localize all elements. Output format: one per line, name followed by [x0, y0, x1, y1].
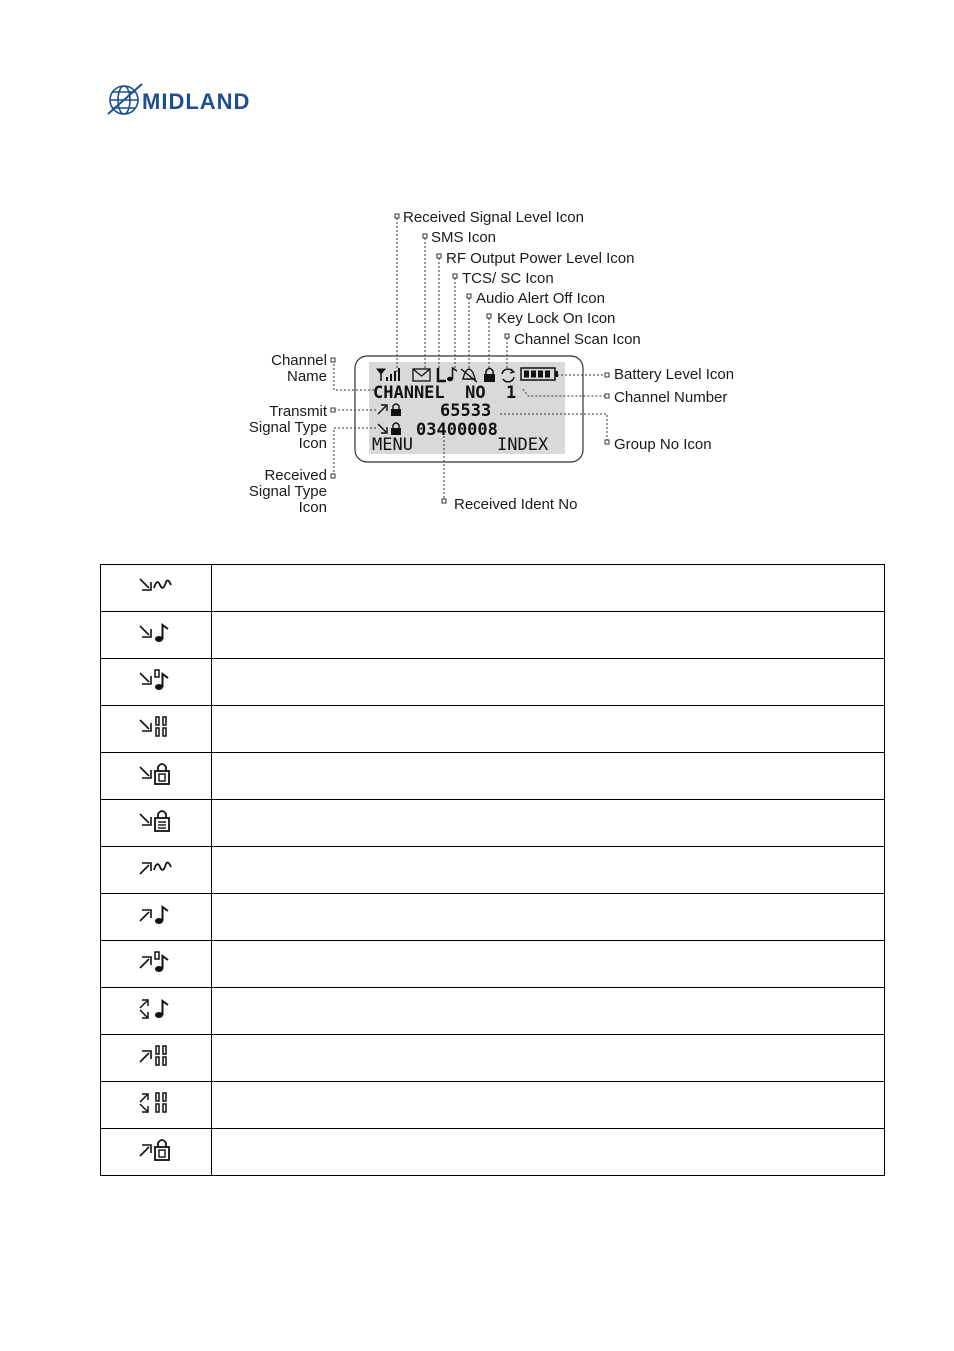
- callout-key-lock-on: Key Lock On Icon: [497, 310, 616, 327]
- icon-description: [212, 941, 885, 988]
- received-analog-icon: [136, 574, 176, 598]
- callout-transmit-3: Icon: [298, 435, 327, 452]
- transmit-tone-icon: [136, 903, 176, 927]
- table-row: [101, 988, 885, 1035]
- lcd-ident-number: 03400008: [416, 420, 498, 440]
- lcd-channel-line: CHANNEL NO 1: [373, 383, 517, 403]
- icon-description: [212, 659, 885, 706]
- received-digital-lock-icon: [136, 762, 176, 786]
- icon-description: [212, 612, 885, 659]
- icon-description: [212, 565, 885, 612]
- table-row: [101, 1129, 885, 1176]
- callout-received-1: Received: [264, 467, 327, 484]
- icon-description: [212, 894, 885, 941]
- icon-description: [212, 800, 885, 847]
- received-tone-icon: [136, 621, 176, 645]
- icon-description: [212, 988, 885, 1035]
- icon-description: [212, 847, 885, 894]
- table-row: [101, 894, 885, 941]
- callout-tcs-sc: TCS/ SC Icon: [462, 270, 554, 287]
- callout-channel-name-2: Name: [286, 368, 327, 385]
- lcd-softkey-menu: MENU: [372, 435, 413, 455]
- table-row: [101, 800, 885, 847]
- table-row: [101, 565, 885, 612]
- icon-description: [212, 1082, 885, 1129]
- icon-description: [212, 706, 885, 753]
- callout-received-signal-level: Received Signal Level Icon: [403, 209, 584, 226]
- table-row: [101, 1082, 885, 1129]
- table-row: [101, 612, 885, 659]
- callout-group-no: Group No Icon: [614, 436, 712, 453]
- transmit-receive-tone-icon: [136, 997, 176, 1021]
- callout-received-2: Signal Type: [248, 483, 327, 500]
- signal-type-icon-table: [100, 564, 885, 1176]
- brand-name: MIDLAND: [142, 89, 251, 114]
- callout-sms: SMS Icon: [431, 229, 497, 246]
- callout-transmit-2: Signal Type: [248, 419, 327, 436]
- received-encrypted-lock-icon: [136, 809, 176, 833]
- callout-received-3: Icon: [298, 499, 327, 516]
- callout-received-ident-no: Received Ident No: [454, 496, 578, 513]
- callout-channel-name-1: Channel: [271, 352, 327, 369]
- icon-description: [212, 1129, 885, 1176]
- table-row: [101, 706, 885, 753]
- callout-battery-level: Battery Level Icon: [614, 366, 735, 383]
- transmit-analog-icon: [136, 856, 176, 880]
- transmit-dtmf-icon: [136, 1044, 176, 1068]
- lcd-softkey-index: INDEX: [497, 435, 549, 455]
- table-row: [101, 1035, 885, 1082]
- transmit-receive-dtmf-icon: [136, 1091, 176, 1115]
- table-row: [101, 753, 885, 800]
- transmit-dtmf-tone-icon: [136, 950, 176, 974]
- icon-description: [212, 753, 885, 800]
- callout-rf-output-power: RF Output Power Level Icon: [446, 250, 635, 267]
- callout-channel-number: Channel Number: [614, 389, 728, 406]
- table-row: [101, 847, 885, 894]
- callout-channel-scan: Channel Scan Icon: [514, 331, 641, 348]
- icon-description: [212, 1035, 885, 1082]
- table-row: [101, 659, 885, 706]
- callout-audio-alert-off: Audio Alert Off Icon: [476, 290, 605, 307]
- transmit-digital-lock-icon: [136, 1138, 176, 1162]
- received-dtmf-tone-icon: [136, 668, 176, 692]
- received-dtmf-icon: [136, 715, 176, 739]
- table-row: [101, 941, 885, 988]
- callout-transmit-1: Transmit: [269, 403, 327, 420]
- lcd-group-number: 65533: [440, 401, 492, 421]
- lcd-layout-diagram: [0, 0, 954, 540]
